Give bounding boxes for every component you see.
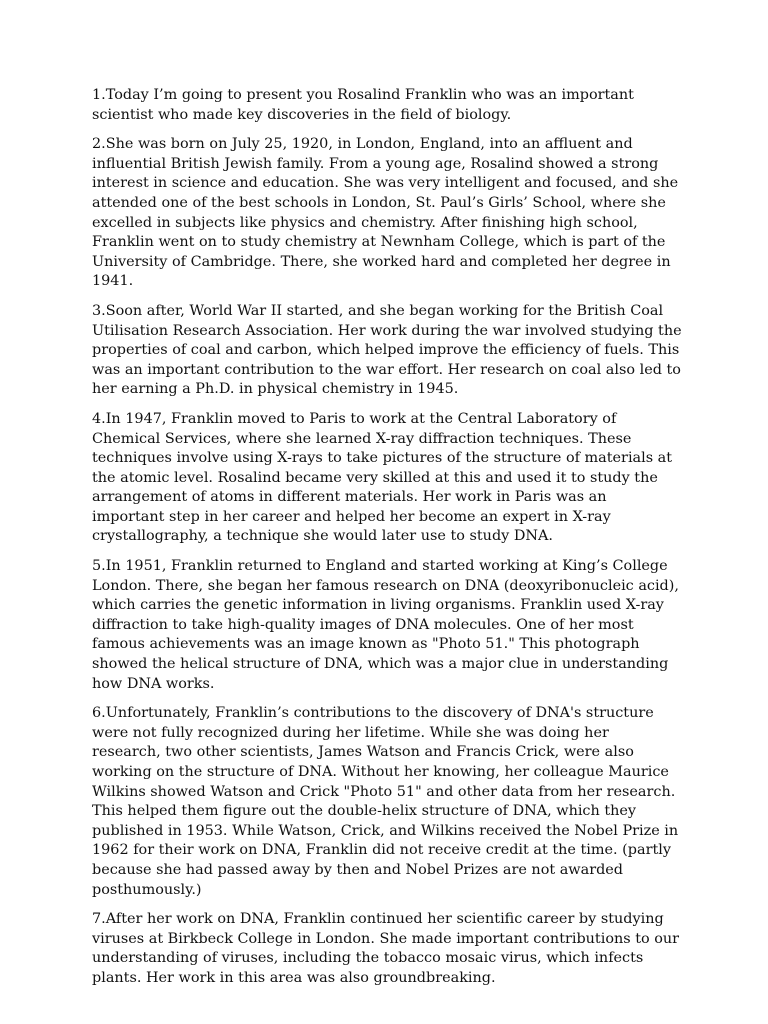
paragraph-7: 7.After her work on DNA, Franklin continued her scientific career by studying viruses at Birkbeck College in London. She made important contributions to our understanding of viruses, including the tobacco mosaic virus, which infects plants. Her work in this area was also groundbreaking.	[92, 911, 680, 986]
paragraph-3: 3.Soon after, World War II started, and she began working for the British Coal Utilisation Research Association. Her work during the war involved studying the properties of coal and carbon, which helped improve the efficiency of fuels. This was an important contribution to the war effort. Her research on coal also led to her earning a Ph.D. in physical chemistry in 1945.	[92, 302, 682, 398]
paragraph-5: 5.In 1951, Franklin returned to England and started working at King’s College London. There, she began her famous research on DNA (deoxyribonucleic acid), which carries the genetic information in living organisms. Franklin used X-ray diffraction to take high-quality images of DNA molecules. One of her most famous achievements was an image known as "Photo 51." This photograph showed the helical structure of DNA, which was a major clue in understanding how DNA works.	[92, 558, 679, 692]
document-body	[92, 86, 682, 999]
paragraph-4: 4.In 1947, Franklin moved to Paris to work at the Central Laboratory of Chemical Services, where she learned X-ray diffraction techniques. These techniques involve using X-rays to take pictures of the structure of materials at the atomic level. Rosalind became very skilled at this and used it to study the arrangement of atoms in different materials. Her work in Paris was an important step in her career and helped her become an expert in X-ray crystallography, a technique she would later use to study DNA.	[92, 410, 673, 545]
paragraph-1: 1.Today I’m going to present you Rosalind Franklin who was an important scientist who made key discoveries in the field of biology.	[92, 87, 634, 123]
paragraph-6: 6.Unfortunately, Franklin’s contributions to the discovery of DNA's structure were not fully recognized during her lifetime. While she was doing her research, two other scientists, James Watson and Francis Crick, were also working on the structure of DNA. Without her knowing, her colleague Maurice Wilkins showed Watson and Crick "Photo 51" and other data from her research. This helped them figure out the double-helix structure of DNA, which they published in 1953. While Watson, Crick, and Wilkins received the Nobel Prize in 1962 for their work on DNA, Franklin did not receive credit at the time. (partly because she had passed away by then and Nobel Prizes are not awarded posthumously.)	[92, 705, 679, 898]
paragraph-2: 2.She was born on July 25, 1920, in London, England, into an affluent and influential British Jewish family. From a young age, Rosalind showed a strong interest in science and education. She was very intelligent and focused, and she attended one of the best schools in London, St. Paul’s Girls’ School, where she excelled in subjects like physics and chemistry. After finishing high school, Franklin went on to study chemistry at Newnham College, which is part of the University of Cambridge. There, she worked hard and completed her degree in 1941.	[92, 136, 679, 290]
